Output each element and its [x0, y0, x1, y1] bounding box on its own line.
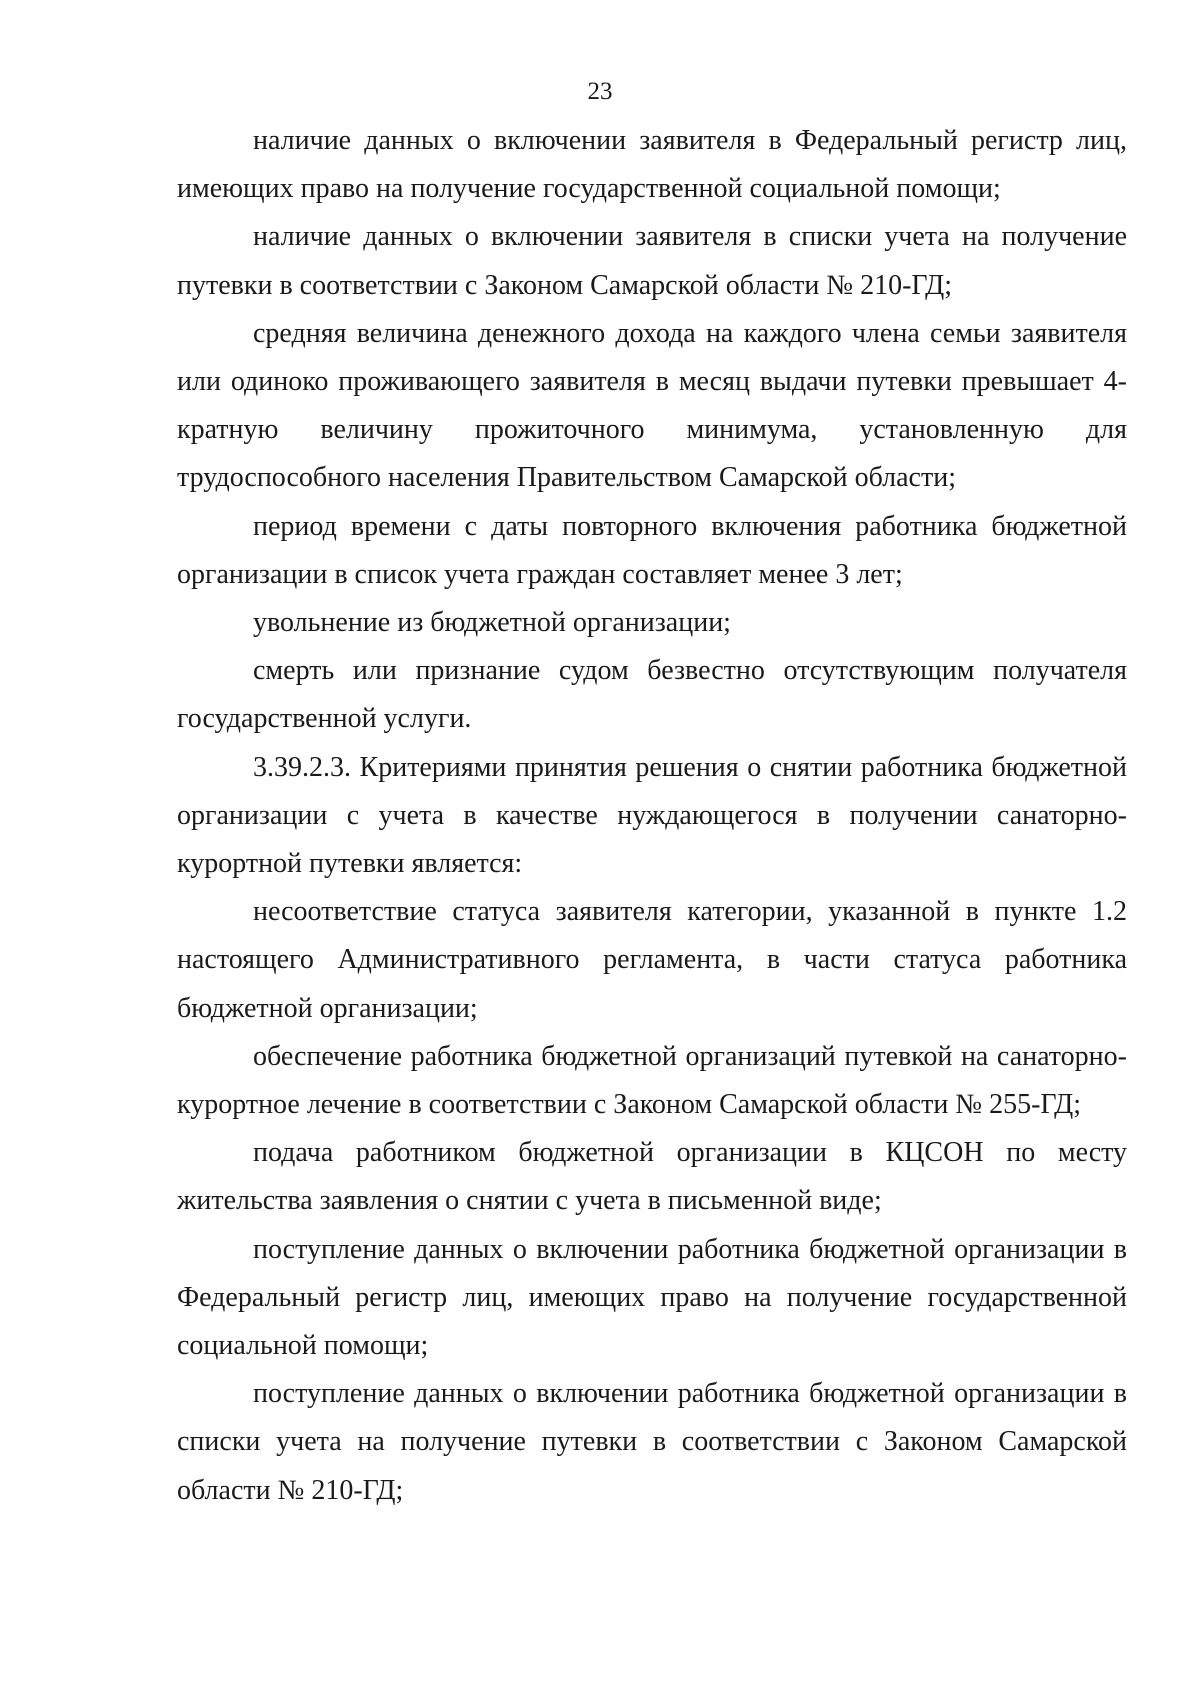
paragraph-8: несоответствие статуса заявителя категории, указанной в пункте 1.2 настоящего Административного регламента, в части статуса работника бюджетной организации; — [177, 896, 1127, 1024]
paragraph-11: поступление данных о включении работника бюджетной организации в Федеральный регистр лиц, имеющих право на получение государственной социальной помощи; — [177, 1233, 1127, 1362]
paragraph-3: средняя величина денежного дохода на каждого члена семьи заявителя или одиноко проживающего заявителя в месяц выдачи путевки превышает 4-кратную величину прожиточного минимума, установленную для трудоспособного населения Правительством Самарской области; — [177, 317, 1127, 494]
paragraph-4: период времени с даты повторного включения работника бюджетной организации в список учета граждан составляет менее 3 лет; — [177, 510, 1127, 590]
paragraph-7: 3.39.2.3. Критериями принятия решения о снятии работника бюджетной организации с учета в качестве нуждающегося в получении санаторно-курортной путевки является: — [177, 751, 1127, 880]
paragraph-6: смерть или признание судом безвестно отсутствующим получателя государственной услуги. — [177, 655, 1127, 735]
page-number: 23 — [587, 78, 613, 105]
paragraph-2: наличие данных о включении заявителя в списки учета на получение путевки в соответствии с Законом Самарской области № 210-ГД; — [177, 221, 1127, 301]
document-body — [177, 117, 1127, 1515]
paragraph-10: подача работником бюджетной организации в КЦСОН по месту жительства заявления о снятии с учета в письменной виде; — [177, 1137, 1127, 1217]
paragraph-5: увольнение из бюджетной организации; — [253, 607, 731, 639]
paragraph-9: обеспечение работника бюджетной организаций путевкой на санаторно-курортное лечение в соответствии с Законом Самарской области № 255-ГД; — [177, 1040, 1127, 1121]
paragraph-12: поступление данных о включении работника бюджетной организации в списки учета на получение путевки в соответствии с Законом Самарской области № 210-ГД; — [177, 1378, 1127, 1506]
paragraph-1: наличие данных о включении заявителя в Федеральный регистр лиц, имеющих право на получение государственной социальной помощи; — [177, 125, 1127, 205]
